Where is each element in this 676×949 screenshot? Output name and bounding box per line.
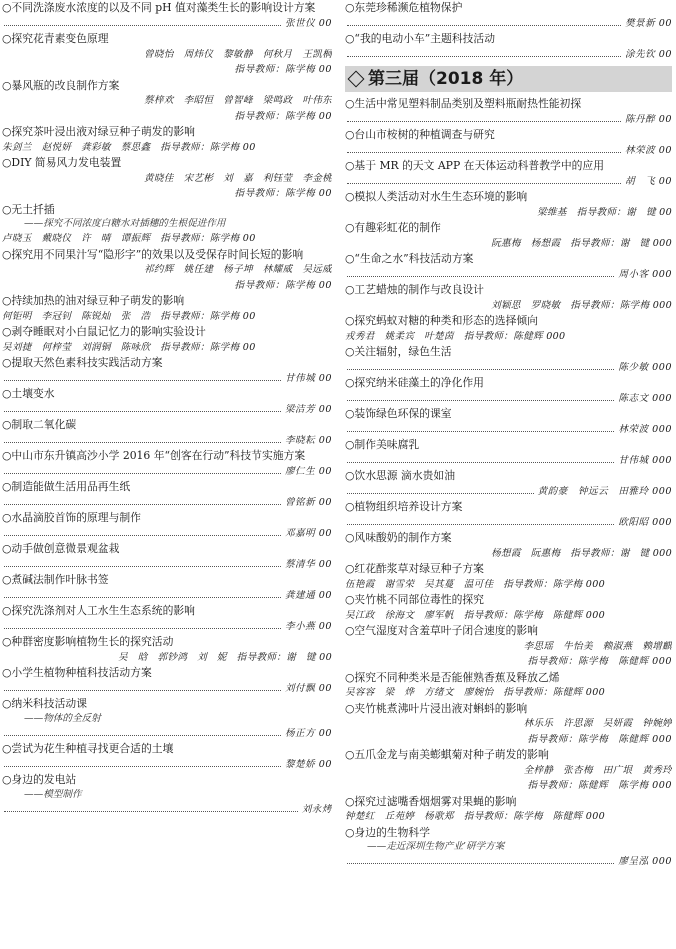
entry-title: ○空气湿度对含羞草叶子闭合速度的影响 [345,624,538,637]
entry-author: 龚建通 00 [284,589,332,601]
entry-title: ○“我的电动小车”主题科技活动 [345,32,496,45]
entry-title: ○动手做创意微景观盆栽 [2,542,120,555]
entry-author-line [2,186,332,202]
toc-entry [345,282,672,313]
entry-title: ○工艺蜡烛的制作与改良设计 [345,283,484,296]
toc-entry [345,220,672,251]
entry-title: ○台山市桉树的种植调查与研究 [345,128,495,141]
entry-title: ○小学生植物种植科技活动方案 [2,666,152,679]
toc-entry [2,155,332,202]
toc-entry [2,417,332,448]
toc-entry [2,603,332,634]
entry-subtitle: ——走近深圳生物产业’研学方案 [367,841,505,852]
entry-names: 戎秀君 姚柔宾 叶楚茵 指导教师：陈健辉 000 [345,330,566,342]
toc-entry [345,189,672,220]
entry-author-line [2,802,332,818]
entry-author: 刘付飘 00 [284,682,332,694]
entry-author-line [345,484,672,500]
toc-entry [345,825,672,870]
section-heading [345,66,672,92]
entry-author: 周小客 000 [618,268,672,280]
entry-author-line [2,464,332,480]
toc-entry [2,510,332,541]
entry-author: 陈丹醉 00 [624,113,672,125]
dot-leader [347,182,621,184]
entry-title: ○制作美味腐乳 [345,438,420,451]
entry-title: ○制造能做生活用品再生纸 [2,480,131,493]
entry-names: 吴刘捷 何梓莹 刘润铜 陈咏欣 指导教师：陈学梅 00 [2,341,256,353]
entry-title: ○五爪金龙与南美蟛蜞菊对种子萌发的影响 [345,748,549,761]
entry-names: 梁维基 指导教师：谢 键 00 [537,206,672,218]
toc-entry [2,572,332,603]
toc-entry [345,701,672,748]
dot-leader [4,24,281,26]
entry-title: ○持续加热的油对绿豆种子萌发的影响 [2,294,185,307]
entry-title: ○植物组织培养设计方案 [345,500,463,513]
entry-author-line [345,854,672,870]
entry-author-line [345,515,672,531]
dot-leader [347,368,614,370]
entry-names: 吴江政 徐海文 廖军帆 指导教师：陈学梅 陈健辉 000 [345,609,606,621]
toc-entry [345,499,672,530]
entry-title: ○探究洗涤剂对人工水生生态系统的影响 [2,604,195,617]
entry-author: 指导教师：陈学梅 陈健辉 000 [527,733,672,745]
entry-author-line [345,47,672,63]
entry-author: 林荣波 000 [618,423,672,435]
entry-title: ○探究茶叶浸出液对绿豆种子萌发的影响 [2,125,195,138]
entry-author-line [345,654,672,670]
entry-author-line [2,402,332,418]
toc-entry [2,386,332,417]
entry-author-line [345,267,672,283]
dot-leader [4,596,281,598]
entry-author: 李小燕 00 [284,620,332,632]
entry-author: 指导教师：陈学梅 00 [234,188,332,199]
entry-title: ○身边的发电站 [2,773,77,786]
dot-leader [347,492,534,494]
entry-names: 伍艳霞 谢雪荣 吴其蔓 温可佳 指导教师：陈学梅 000 [345,578,606,590]
entry-author: 樊景新 00 [624,17,672,29]
entry-names: 朱剑兰 赵悦妍 龚彩敏 蔡思鑫 指导教师：陈学梅 00 [2,141,256,153]
dot-leader [347,523,614,525]
entry-author: 林荣波 00 [624,144,672,156]
entry-author-line [345,778,672,794]
entry-title: ○红花酢浆草对绿豆种子方案 [345,562,484,575]
toc-entry [345,437,672,468]
toc-entry [345,344,672,375]
entry-author-line [2,619,332,635]
entry-title: ○装饰绿色环保的课室 [345,407,452,420]
toc-entry [345,561,672,592]
entry-names: 林乐乐 许思源 吴妍霞 钟婉婷 [523,718,672,729]
toc-entry [2,634,332,665]
dot-leader [347,399,614,401]
entry-author-line [2,278,332,294]
entry-names: 全梓静 张杏梅 田广垠 黄秀玲 [523,764,672,776]
entry-title: ○不同洗涤废水浓度的以及不同 pH 值对藻类生长的影响设计方案 [2,1,316,14]
entry-title: ○有趣彩虹花的制作 [345,221,441,234]
entry-author: 涂先钦 00 [624,48,672,60]
toc-entry [2,448,332,479]
entry-author-line [2,557,332,573]
entry-names: 吴容容 梁 烨 方绪文 廖婉怡 指导教师：陈健辉 000 [345,687,606,698]
entry-subtitle: ——模型制作 [24,788,82,800]
entry-title: ○基于 MR 的天文 APP 在天体运动科普教学中的应用 [345,159,605,172]
dot-leader [4,689,281,691]
entry-author: 曾铭新 00 [284,496,332,508]
toc-entry [345,313,672,344]
entry-title: ○尝试为花生种植寻找更合适的土壤 [2,742,174,755]
entry-title: ○生活中常见塑料制品类别及塑料瓶耐热性能初探 [345,97,582,110]
toc-entry [2,696,332,741]
entry-author-line [2,495,332,511]
entry-title: ○土壤变水 [2,387,55,400]
entry-names: 祁约辉 姚任建 杨子坤 林耀威 吴远威 [144,264,332,275]
entry-title: ○煮碱法制作叶脉书签 [2,573,109,586]
entry-author-line [2,109,332,125]
entry-title: ○东莞珍稀濒危植物保护 [345,1,463,14]
entry-author-line [345,143,672,159]
entry-title: ○制取二氧化碳 [2,418,77,431]
toc-entry [2,772,332,817]
entry-title: ○夹竹桃煮沸叶片浸出液对蝌蚪的影响 [345,701,528,715]
dot-leader [347,862,614,864]
entry-title: ○风味酸奶的制作方案 [345,531,452,544]
toc-entry [345,406,672,437]
toc-entry [2,293,332,324]
left-column [2,0,332,949]
toc-entry [345,96,672,127]
dot-leader [4,534,281,536]
entry-author-line [345,453,672,469]
entry-author-line [2,371,332,387]
entry-title: ○探究纳米硅藻土的净化作用 [345,376,484,389]
dot-leader [347,430,614,432]
dot-leader [4,410,281,412]
entry-author: 刘永烤 [301,803,332,815]
toc-entry [2,741,332,772]
toc-entry [2,479,332,510]
entry-names: 吴 晗 郭钞鸿 刘 妮 指导教师：谢 键 00 [117,651,332,663]
dot-leader [4,810,298,812]
entry-names: 蔡梓欢 李昭恒 曾智峰 梁鸣政 叶伟东 [144,95,332,106]
entry-author: 指导教师：陈学梅 00 [234,110,332,122]
entry-names: 钟楚红 丘苑婷 杨歌郑 指导教师：陈学梅 陈健辉 000 [345,811,606,822]
right-column [345,0,672,949]
entry-author: 胡 飞 00 [624,175,672,187]
entry-author: 梁洁芳 00 [284,403,332,415]
entry-names: 黄晓佳 宋艺彬 刘 嘉 利钰莹 李金桃 [144,172,332,184]
entry-names: 黄韵豪 钟远云 田雅玲 000 [537,485,672,497]
dot-leader [4,503,281,505]
entry-title: ○纳米科技活动课 [2,697,87,710]
entry-author-line [345,422,672,438]
dot-leader [4,472,281,474]
entry-names: 阮惠梅 杨想霞 指导教师：谢 键 000 [491,237,672,249]
toc-entry [345,158,672,189]
entry-names: 杨想霞 阮惠梅 指导教师：谢 键 000 [491,547,672,559]
entry-title: ○身边的生物科学 [345,825,430,839]
entry-author: 邓嘉明 00 [284,527,332,539]
entry-author-line [2,16,332,32]
entry-author-line [345,16,672,32]
dot-leader [347,24,621,26]
entry-author-line [345,112,672,128]
entry-title: ○探究过滤嘴香烟烟雾对果蝇的影响 [345,794,517,808]
entry-author-line [2,433,332,449]
entry-author-line [2,681,332,697]
entry-author: 指导教师：陈学梅 00 [234,64,332,75]
entry-names: 卢晓玉 戴晓仪 许 晴 谭振辉 指导教师：陈学梅 00 [2,233,256,244]
toc-entry [345,747,672,794]
toc-entry [2,541,332,572]
entry-author: 廖仁生 00 [284,465,332,477]
entry-author: 李晓耘 00 [284,434,332,446]
toc-entry [345,0,672,31]
entry-author-line [2,526,332,542]
entry-names: 李思瑶 牛怡美 赖淑燕 赖增麒 [523,640,672,652]
toc-entry [2,247,332,294]
entry-author: 欧阳昭 000 [618,516,672,528]
toc-entry [345,375,672,406]
section-heading-text: 第三届（2018 年） [368,69,524,89]
entry-subtitle: ——物体的全反射 [24,712,101,724]
dot-leader [4,734,281,736]
entry-title: ○探究不同种类米是否能催熟香蕉及释放乙烯 [345,670,560,684]
entry-title: ○种群密度影响植物生长的探究活动 [2,635,174,648]
toc-entry [345,127,672,158]
entry-title: ○提取天然色素科技实践活动方案 [2,356,163,369]
entry-author-line [345,732,672,748]
entry-author-line [345,391,672,407]
entry-author: 指导教师：陈健辉 陈学梅 000 [527,780,672,791]
entry-title: ○暴风瓶的改良制作方案 [2,78,120,92]
entry-subtitle: ——探究不同浓度白糖水对插穗的生根促进作用 [24,218,226,229]
toc-entry [2,324,332,355]
entry-author-line [2,726,332,742]
dot-leader [4,565,281,567]
toc-entry [2,665,332,696]
entry-title: ○探究蚂蚁对糖的种类和形态的选择倾向 [345,314,538,327]
entry-author: 黎楚娇 00 [284,758,332,770]
dot-leader [347,151,621,153]
dot-leader [347,55,621,57]
entry-author-line [345,360,672,376]
entry-author: 张世仪 00 [284,17,332,29]
toc-entry [2,202,332,247]
entry-title: ○探究花青素变色原理 [2,32,109,45]
toc-entry [2,31,332,78]
entry-title: ○饮水思源 滴水贵如油 [345,469,456,482]
dot-leader [4,379,281,381]
toc-entry [345,794,672,825]
entry-author: 陈志文 000 [618,392,672,404]
entry-names: 曾晓怡 周炜仪 黎敏静 何秋月 王凯桐 [144,48,332,60]
diamond-icon [348,71,365,88]
toc-entry [2,355,332,386]
entry-title: ○模拟人类活动对水生生态环境的影响 [345,190,528,203]
entry-author: 廖呈泓 000 [618,856,672,867]
entry-author: 甘伟城 00 [284,372,332,384]
entry-author: 指导教师：陈学梅 陈健辉 000 [527,656,672,667]
entry-names: 何钜明 李冠钊 陈锐灿 张 浩 指导教师：陈学梅 00 [2,310,256,322]
entry-title: ○DIY 简易风力发电装置 [2,156,122,169]
entry-author-line [345,174,672,190]
toc-entry [345,530,672,561]
entry-author: 甘伟城 000 [618,454,672,466]
entry-title: ○剥夺睡眠对小白鼠记忆力的影响实验设计 [2,325,206,338]
toc-entry [345,592,672,623]
toc-entry [345,623,672,670]
toc-entry [345,670,672,701]
entry-title: ○水晶滴胶首饰的原理与制作 [2,511,141,524]
toc-entry [345,468,672,499]
dot-leader [4,627,281,629]
toc-entry [2,0,332,31]
toc-entry [2,124,332,155]
entry-title: ○探究用不同果汁写“隐形字”的效果以及受保存时间长短的影响 [2,247,304,261]
entry-title: ○关注辐射，绿色生活 [345,345,452,358]
dot-leader [4,765,281,767]
entry-title: ○夹竹桃不同部位毒性的探究 [345,593,484,606]
entry-title: ○无土扦插 [2,202,55,216]
entry-author: 杨正方 00 [284,727,332,739]
dot-leader [347,120,621,122]
toc-entry [345,31,672,62]
entry-title: ○“生命之水”科技活动方案 [345,252,474,265]
entry-author: 陈少敏 000 [618,361,672,373]
entry-names: 刘颖思 罗晓敏 指导教师：陈学梅 000 [491,299,672,311]
dot-leader [347,275,614,277]
toc-entry [2,78,332,125]
entry-author-line [2,62,332,78]
dot-leader [347,461,614,463]
toc-entry [345,251,672,282]
entry-author-line [2,588,332,604]
entry-author: 指导教师：陈学梅 00 [234,279,332,291]
entry-author: 蔡清华 00 [284,558,332,570]
entry-author-line [2,757,332,773]
entry-title: ○中山市东升镇高沙小学 2016 年“创客在行动”科技节实施方案 [2,449,306,462]
dot-leader [4,441,281,443]
